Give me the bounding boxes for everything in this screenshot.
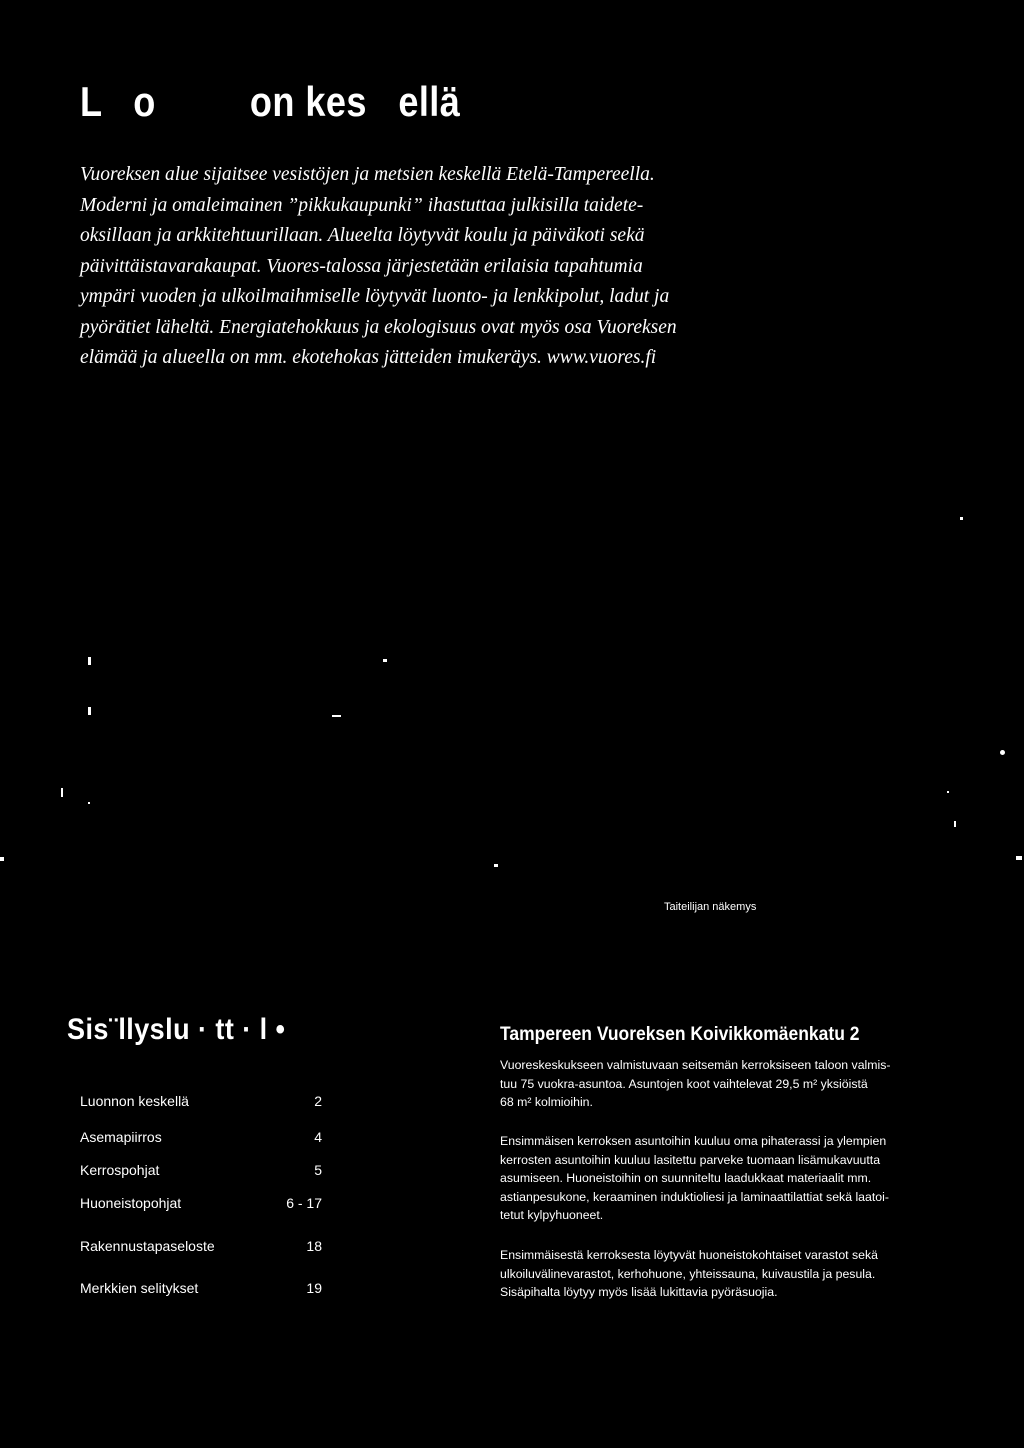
image-speck xyxy=(1000,750,1005,755)
toc-item xyxy=(80,1162,322,1178)
intro-line: oksillaan ja arkkitehtuurillaan. Alueelta löytyvät koulu ja päiväkoti sekä xyxy=(80,225,645,246)
toc-item-page: 4 xyxy=(314,1129,322,1145)
paragraph xyxy=(500,1056,950,1112)
project-description xyxy=(500,1024,950,1314)
paragraph-line: Ensimmäisen kerroksen asuntoihin kuuluu oma pihaterassi ja ylempien xyxy=(500,1134,887,1148)
intro-line: pyörätiet läheltä. Energiatehokkuus ja ekologisuus ovat myös osa Vuoreksen xyxy=(80,316,677,338)
image-speck xyxy=(0,857,4,861)
image-speck xyxy=(88,802,90,804)
image-speck xyxy=(383,659,387,662)
image-speck xyxy=(494,864,498,867)
intro-line: Vuoreksen alue sijaitsee vesistöjen ja metsien keskellä Etelä-Tampereella. xyxy=(80,164,655,185)
intro-line: Moderni ja omaleimainen ”pikkukaupunki” ihastuttaa julkisilla taidete- xyxy=(80,194,644,216)
image-speck xyxy=(61,788,63,797)
toc-item xyxy=(80,1129,322,1145)
paragraph-line: kerrosten asuntoihin kuuluu lasitettu parveke tuomaan lisämukavuutta xyxy=(500,1152,881,1167)
toc-item-label: Merkkien selitykset xyxy=(80,1280,199,1296)
toc-item-label: Rakennustapaseloste xyxy=(80,1238,215,1254)
image-speck xyxy=(947,791,949,793)
toc-item xyxy=(80,1238,322,1254)
paragraph-line: asumiseen. Huoneistoihin on suunniteltu laadukkaat materiaalit mm. xyxy=(500,1171,872,1185)
artist-image xyxy=(0,500,1024,890)
paragraph xyxy=(500,1246,950,1302)
toc-item-page: 19 xyxy=(306,1280,322,1296)
toc-item xyxy=(80,1093,322,1109)
toc-title: Sis¨llyslu · tt · l • xyxy=(67,1013,286,1046)
paragraph-line: Ensimmäisestä kerroksesta löytyvät huoneistokohtaiset varastot sekä xyxy=(500,1248,878,1262)
page-title: L o on kes ellä xyxy=(80,78,461,125)
toc-item xyxy=(80,1280,322,1296)
paragraph-line: tetut kylpyhuoneet. xyxy=(500,1208,604,1222)
toc-item-label: Huoneistopohjat xyxy=(80,1195,182,1211)
toc-item-page: 18 xyxy=(306,1238,322,1254)
toc-item-page: 6 - 17 xyxy=(286,1195,322,1211)
toc-item-page: 5 xyxy=(314,1162,322,1178)
image-speck xyxy=(88,657,91,665)
paragraph-line: Vuoreskeskukseen valmistuvaan seitsemän kerroksiseen taloon valmis- xyxy=(500,1058,891,1072)
paragraph-line: tuu 75 vuokra-asuntoa. Asuntojen koot vaihtelevat 29,5 m² yksiöistä xyxy=(500,1076,868,1091)
paragraph-line: 68 m² kolmioihin. xyxy=(500,1095,593,1109)
toc-item-label: Asemapiirros xyxy=(80,1129,162,1145)
paragraph-line: ulkoiluvälinevarastot, kerhohuone, yhteissauna, kuivaustila ja pesula. xyxy=(500,1266,876,1281)
image-speck xyxy=(88,707,91,715)
image-caption: Taiteilijan näkemys xyxy=(664,901,757,913)
image-speck xyxy=(1016,856,1022,860)
image-speck xyxy=(954,821,956,827)
image-speck xyxy=(960,517,963,520)
paragraph xyxy=(500,1132,950,1225)
intro-line: ympäri vuoden ja ulkoilmaihmiselle löytyvät luonto- ja lenkkipolut, ladut ja xyxy=(80,286,670,307)
intro-line: elämää ja alueella on mm. ekotehokas jätteiden imukeräys. www.vuores.fi xyxy=(80,347,657,368)
toc-item-label: Kerrospohjat xyxy=(80,1162,160,1178)
table-of-contents xyxy=(80,1093,342,1303)
toc-item-page: 2 xyxy=(314,1093,322,1109)
toc-item xyxy=(80,1195,322,1211)
intro-line: päivittäistavarakaupat. Vuores-talossa järjestetään erilaisia tapahtumia xyxy=(80,255,643,277)
intro-paragraph xyxy=(80,160,780,374)
paragraph-line: Sisäpihalta löytyy myös lisää lukittavia pyöräsuojia. xyxy=(500,1285,778,1299)
image-speck xyxy=(332,715,341,717)
paragraph-line: astianpesukone, keraaminen induktioliesi ja laminaattilattiat sekä laatoi- xyxy=(500,1189,889,1204)
project-title: Tampereen Vuoreksen Koivikkomäenkatu 2 xyxy=(500,1024,860,1045)
toc-item-label: Luonnon keskellä xyxy=(80,1093,189,1109)
